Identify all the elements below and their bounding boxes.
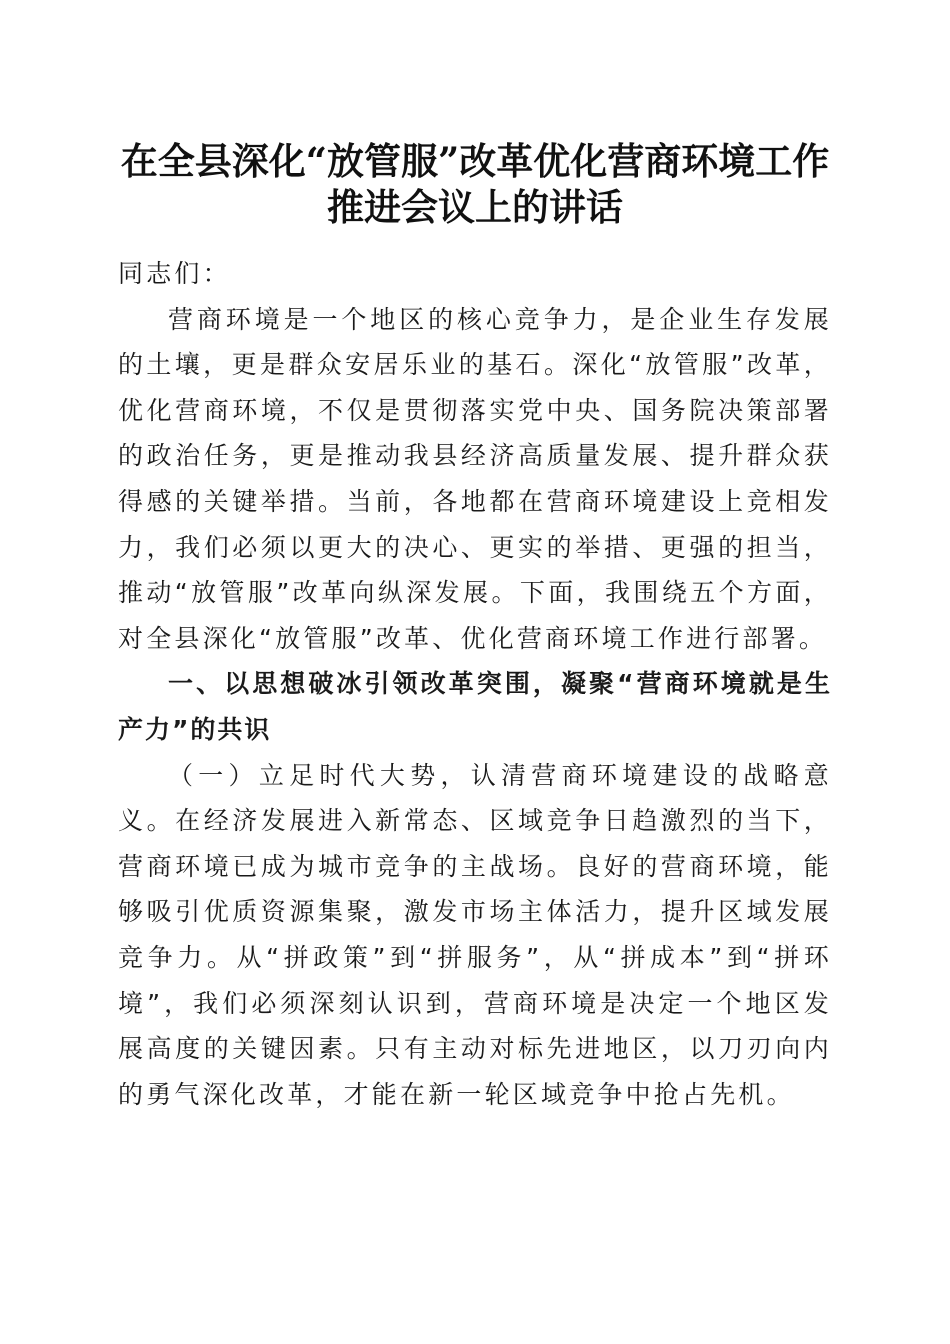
document-title-line-2: 推进会议上的讲话 bbox=[327, 185, 623, 229]
intro-paragraph: 营商环境是一个地区的核心竞争力，是企业生存发展的土壤，更是群众安居乐业的基石。深化“放管服”改革，优化营商环境，不仅是贯彻落实党中央、国务院决策部署的政治任务，更是推动我县经济高质量发展、提升群众获得感的关键举措。当前，各地都在营商环境建设上竞相发力，我们必须以更大的决心、更实的举措、更强的担当，推动“放管服”改革向纵深发展。下面，我围绕五个方面，对全县深化“放管服”改革、优化营商环境工作进行部署。 bbox=[118, 304, 832, 653]
document-body bbox=[118, 251, 832, 1117]
section-1-heading: 一、以思想破冰引领改革突围，凝聚“营商环境就是生产力”的共识 bbox=[118, 669, 832, 744]
section-1-paragraph-1: （一）立足时代大势，认清营商环境建设的战略意义。在经济发展进入新常态、区域竞争日趋激烈的当下，营商环境已成为城市竞争的主战场。良好的营商环境，能够吸引优质资源集聚，激发市场主体活力，提升区域发展竞争力。从“拼政策”到“拼服务”，从“拼成本”到“拼环境”，我们必须深刻认识到，营商环境是决定一个地区发展高度的关键因素。只有主动对标先进地区，以刀刃向内的勇气深化改革，才能在新一轮区域竞争中抢占先机。 bbox=[118, 760, 832, 1109]
document-title-line-1: 在全县深化“放管服”改革优化营商环境工作 bbox=[120, 139, 830, 183]
salutation: 同志们： bbox=[118, 259, 231, 288]
